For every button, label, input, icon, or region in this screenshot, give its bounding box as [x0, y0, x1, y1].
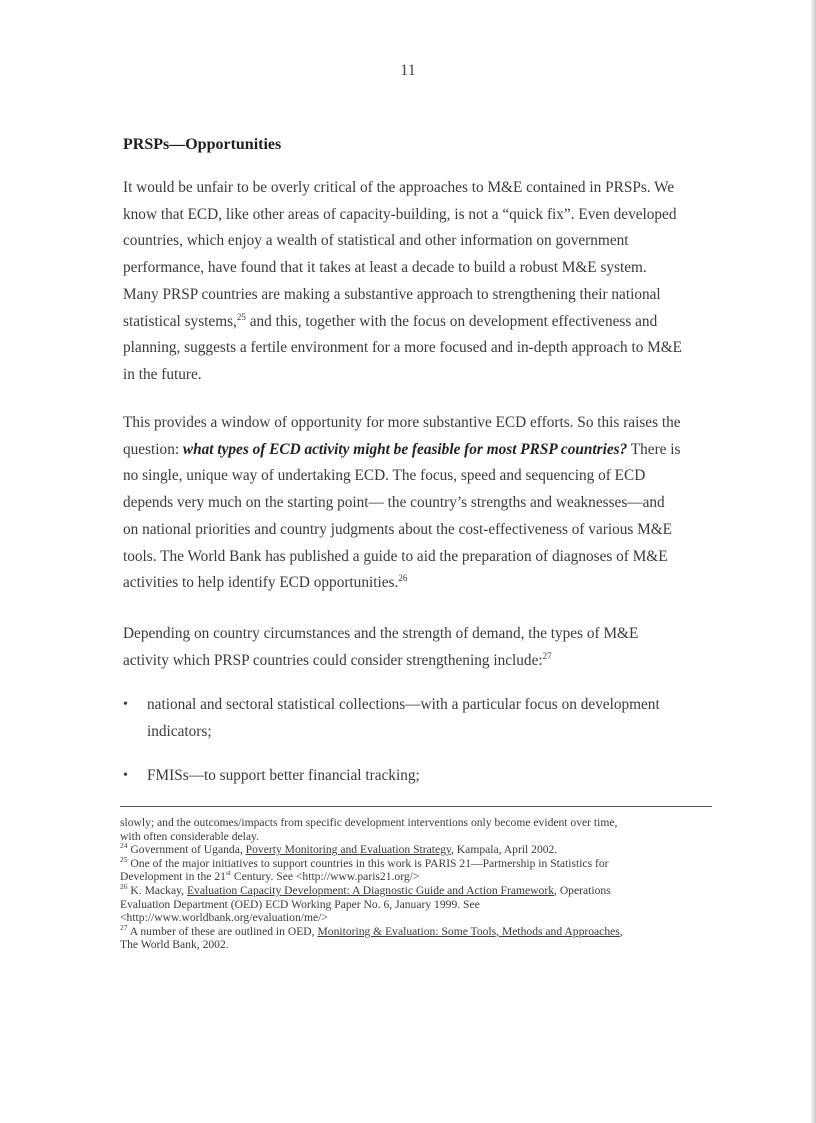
- text-run: Development in the 21: [120, 870, 226, 884]
- paragraph-line: planning, suggests a fertile environment for a more focused and in-depth approach to M&E: [123, 339, 683, 357]
- text-run: activities to help identify ECD opportunities.: [123, 574, 399, 592]
- text-run: and this, together with the focus on development effectiveness and: [245, 312, 658, 330]
- footnote-26: [120, 884, 716, 898]
- bullet-icon: •: [123, 697, 128, 712]
- footnote-number: 24: [120, 841, 128, 851]
- paragraph-line: This provides a window of opportunity for more substantive ECD efforts. So this raises the: [123, 414, 681, 431]
- footnote-26-line: Evaluation Department (OED) ECD Working Paper No. 6, January 1999. See: [120, 897, 480, 911]
- paragraph-line: [123, 648, 715, 675]
- list-item: [123, 692, 715, 745]
- text-run: , Kampala, April 2002.: [451, 843, 558, 857]
- footnote-separator: [120, 806, 712, 807]
- paragraph-line: countries, which enjoy a wealth of statistical and other information on government: [123, 232, 629, 250]
- text-run: ,: [619, 924, 623, 938]
- paragraph-line: Many PRSP countries are making a substantive approach to strengthening their national: [123, 285, 661, 303]
- paragraph-line: [123, 309, 715, 336]
- paragraph-line: [123, 570, 715, 597]
- footnote-24: [120, 843, 716, 857]
- paragraph-line: on national priorities and country judgments about the cost-effectiveness of various M&E: [123, 520, 672, 538]
- citation-link[interactable]: Evaluation Capacity Development: A Diagnostic Guide and Action Framework: [186, 883, 555, 897]
- url-text[interactable]: Century. See <http://www.paris21.org/>: [230, 870, 420, 884]
- text-run: , Operations: [554, 883, 611, 897]
- paragraph-line: know that ECD, like other areas of capacity-building, is not a “quick fix”. Even developed: [123, 205, 677, 223]
- paragraph-line: depends very much on the starting point— the country’s strengths and weaknesses—and: [123, 494, 665, 512]
- footnotes: [120, 816, 716, 952]
- footnote-number: 27: [120, 922, 128, 932]
- ordinal-suffix: st: [225, 868, 231, 878]
- footnote-continuation: with often considerable delay.: [120, 829, 259, 843]
- text-run: question:: [123, 440, 183, 458]
- footnote-ref-25[interactable]: 25: [236, 311, 246, 322]
- text-run: statistical systems,: [123, 312, 237, 330]
- paragraph-1: [123, 175, 715, 389]
- text-run: activity which PRSP countries could consider strengthening include:: [123, 651, 543, 669]
- paragraph-line: [123, 437, 715, 464]
- footnote-continuation: slowly; and the outcomes/impacts from specific development interventions only become evident over time,: [120, 816, 618, 829]
- list-item-line: indicators;: [147, 722, 212, 740]
- paragraph-2: [123, 410, 715, 597]
- citation-link[interactable]: Poverty Monitoring and Evaluation Strategy: [245, 843, 451, 857]
- text-run: Government of Uganda,: [127, 843, 246, 857]
- citation-link[interactable]: Monitoring & Evaluation: Some Tools, Methods and Approaches: [317, 924, 620, 938]
- paragraph-line: tools. The World Bank has published a guide to aid the preparation of diagnoses of M&E: [123, 547, 668, 565]
- list-item: [123, 763, 715, 790]
- footnote-ref-27[interactable]: 27: [542, 650, 552, 661]
- text-run: One of the major initiatives to support countries in this work is PARIS 21—Partnership in Statistics for: [127, 856, 609, 870]
- footnote-number: 26: [120, 882, 128, 892]
- paragraph-line: no single, unique way of undertaking ECD. The focus, speed and sequencing of ECD: [123, 467, 646, 485]
- list-item-line: national and sectoral statistical collections—with a particular focus on development: [147, 696, 660, 713]
- footnote-25: [120, 854, 716, 871]
- footnote-27: [120, 922, 716, 939]
- paragraph-line: performance, have found that it takes at least a decade to build a robust M&E system.: [123, 259, 647, 277]
- paragraph-line: Depending on country circumstances and the strength of demand, the types of M&E: [123, 625, 639, 642]
- text-run: A number of these are outlined in OED,: [127, 924, 318, 938]
- footnote-25-line: [120, 870, 716, 884]
- bullet-list: [123, 692, 715, 790]
- paragraph-line: It would be unfair to be overly critical of the approaches to M&E contained in PRSPs. We: [123, 179, 675, 196]
- text-run: There is: [627, 440, 681, 458]
- section-heading: PRSPs—Opportunities: [123, 136, 282, 153]
- footnote-26-url[interactable]: <http://www.worldbank.org/evaluation/me/>: [120, 911, 328, 925]
- paragraph-3: [123, 621, 715, 674]
- emphasized-question: what types of ECD activity might be feasible for most PRSP countries?: [182, 440, 628, 458]
- bullet-icon: •: [123, 768, 128, 784]
- footnote-number: 25: [120, 854, 128, 864]
- list-item-line: FMISs—to support better financial tracking;: [147, 767, 420, 785]
- footnote-ref-26[interactable]: 26: [398, 573, 408, 584]
- text-run: K. Mackay,: [127, 883, 187, 897]
- page-number: 11: [400, 62, 416, 79]
- paragraph-line: in the future.: [123, 365, 202, 383]
- footnote-27-line: The World Bank, 2002.: [120, 938, 229, 952]
- page-edge-shadow: [810, 0, 816, 1123]
